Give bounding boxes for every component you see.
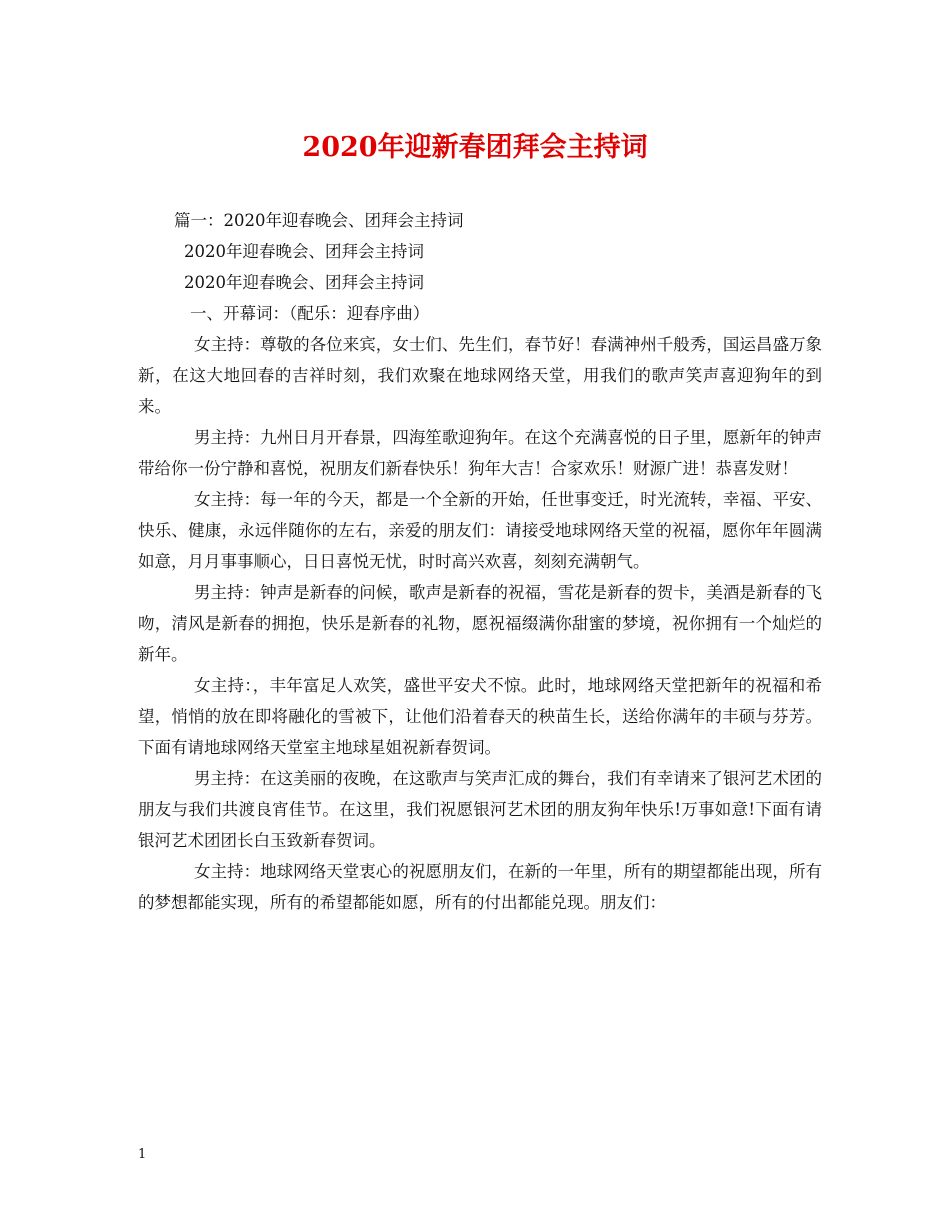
document-title: 2020年迎新春团拜会主持词 <box>302 132 648 163</box>
subtitle-line: 2020年迎春晚会、团拜会主持词 <box>184 242 424 261</box>
paragraph: 女主持：，丰年富足人欢笑，盛世平安犬不惊。此时，地球网络天堂把新年的祝福和希望，悄悄的放在即将融化的雪被下，让他们沿着春天的秧苗生长，送给你满年的丰硕与芬芳。下面有请地球网络天堂室主地球星姐祝新春贺词。 <box>138 676 822 757</box>
document-body <box>138 205 822 918</box>
paragraph: 女主持：尊敬的各位来宾，女士们、先生们，春节好！春满神州千般秀，国运昌盛万象新，在这大地回春的吉祥时刻，我们欢聚在地球网络天堂，用我们的歌声笑声喜迎狗年的到来。 <box>138 335 822 416</box>
subtitle-line: 2020年迎春晚会、团拜会主持词 <box>184 273 424 292</box>
paragraph: 男主持：钟声是新春的问候，歌声是新春的祝福，雪花是新春的贺卡，美酒是新春的飞吻，清风是新春的拥抱，快乐是新春的礼物，愿祝福缀满你甜蜜的梦境，祝你拥有一个灿烂的新年。 <box>138 583 822 664</box>
paragraph: 女主持：每一年的今天，都是一个全新的开始，任世事变迁，时光流转，幸福、平安、快乐、健康，永远伴随你的左右，亲爱的朋友们：请接受地球网络天堂的祝福，愿你年年圆满如意，月月事事顺心，日日喜悦无忧，时时高兴欢喜，刻刻充满朝气。 <box>138 490 822 571</box>
paragraph: 女主持：地球网络天堂衷心的祝愿朋友们，在新的一年里，所有的期望都能出现，所有的梦想都能实现，所有的希望都能如愿，所有的付出都能兑现。朋友们： <box>138 862 822 912</box>
paragraph: 男主持：在这美丽的夜晚，在这歌声与笑声汇成的舞台，我们有幸请来了银河艺术团的朋友与我们共渡良宵佳节。在这里，我们祝愿银河艺术团的朋友狗年快乐!万事如意!下面有请银河艺术团团长白玉致新春贺词。 <box>138 769 822 850</box>
section-heading: 篇一：2020年迎春晚会、团拜会主持词 <box>174 211 464 230</box>
opening-heading: 一、开幕词：（配乐：迎春序曲） <box>190 304 430 323</box>
page-number: 1 <box>138 1147 147 1162</box>
paragraph: 男主持：九州日月开春景，四海笙歌迎狗年。在这个充满喜悦的日子里，愿新年的钟声带给你一份宁静和喜悦，祝朋友们新春快乐！狗年大吉！合家欢乐！财源广进！恭喜发财！ <box>138 428 822 478</box>
